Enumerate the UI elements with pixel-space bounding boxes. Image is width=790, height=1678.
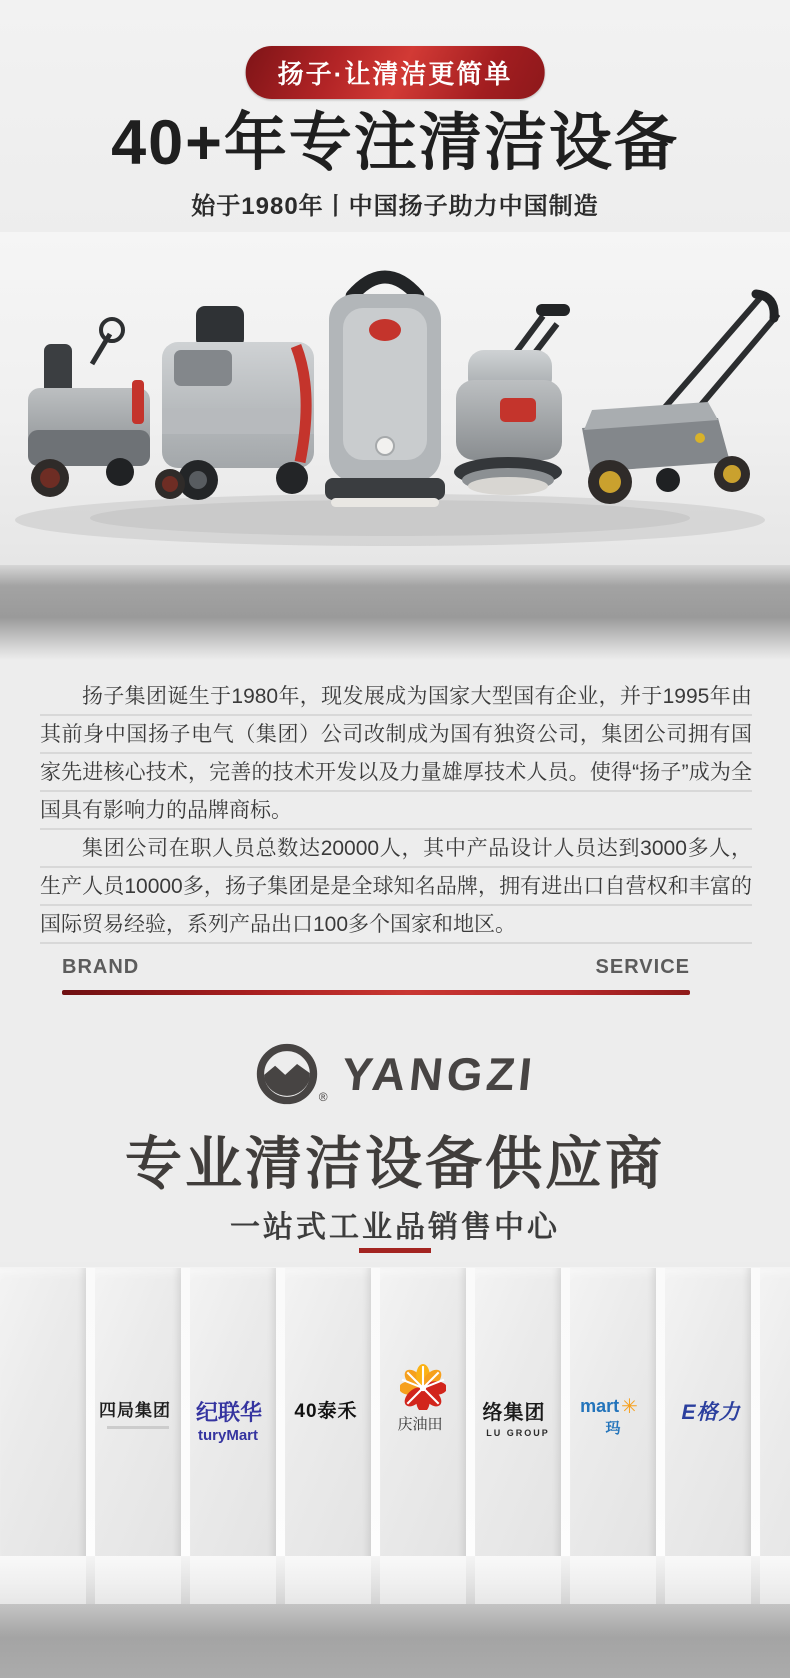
push-sweeper <box>582 294 778 504</box>
yangzi-logo <box>0 1042 790 1106</box>
partner-logo-text: 四局集团 <box>99 1401 171 1420</box>
partner-logo-text: 络集团 <box>482 1402 546 1424</box>
cleaning-machines-image <box>0 232 790 565</box>
partner-logo-text: 纪联华 <box>195 1400 262 1425</box>
partner-logo-text: 庆油田 <box>397 1416 443 1433</box>
partner-logo-subtext: turyMart <box>197 1427 258 1444</box>
floor <box>0 1556 790 1604</box>
partner-panel <box>285 1268 371 1562</box>
supplier-heading: 专业清洁设备供应商 <box>125 1132 665 1196</box>
walmart-logo-row <box>570 1396 656 1417</box>
yangzi-wave-icon <box>255 1042 319 1106</box>
partner-logo-text: E格力 <box>681 1401 741 1424</box>
partner-panel <box>665 1268 751 1562</box>
intro-paragraph-2: 集团公司在职人员总数达20000人，其中产品设计人员达到3000多人，生产人员10000多，扬子集团是是全球知名品牌，拥有进出口自营权和丰富的国际贸易经验，系列产品出口100多个国家和地区。 <box>40 837 752 936</box>
brand-service-row <box>62 956 690 979</box>
walk-behind-scrubber <box>454 304 570 495</box>
partner-panel <box>380 1268 466 1562</box>
partner-logo-subtext: 玛 <box>605 1420 621 1437</box>
partner-panel <box>95 1268 181 1562</box>
partner-logo-oilfield <box>380 1364 466 1434</box>
red-accent-bar <box>359 1248 431 1253</box>
logo-caption-bar <box>107 1426 169 1429</box>
partner-logo-text: 40泰禾 <box>294 1401 358 1422</box>
cnpc-flame-icon <box>400 1364 446 1410</box>
intro-paragraph-1: 扬子集团诞生于1980年，现发展成为国家大型国有企业，并于1995年由其前身中国扬子电气（集团）公司改制成为国有独资公司，集团公司拥有国家先进核心技术，完善的技术开发以及力量雄厚技术人员。使得“扬子”成为全国具有影响力的品牌商标。 <box>40 685 752 822</box>
partner-panel <box>760 1268 790 1562</box>
hero-title: 40+年专注清洁设备 <box>111 108 679 178</box>
company-intro <box>40 678 752 944</box>
partner-panel <box>570 1268 656 1562</box>
divider-band <box>0 565 790 660</box>
partner-logo-walmart <box>570 1396 656 1438</box>
ride-on-sweeper <box>28 319 150 497</box>
red-divider-line <box>62 990 690 995</box>
partner-logo-e-brand <box>665 1396 751 1426</box>
hero-subtitle: 始于1980年丨中国扬子助力中国制造 <box>191 193 599 220</box>
service-label: SERVICE <box>595 956 690 978</box>
partner-logo-text: mart <box>580 1396 620 1416</box>
product-showcase <box>0 232 790 565</box>
brand-label: BRAND <box>62 956 140 978</box>
partner-logo-subtext: LU GROUP <box>486 1428 550 1438</box>
partners-band <box>0 1262 790 1562</box>
supplier-subheading: 一站式工业品销售中心 <box>230 1211 560 1244</box>
yangzi-logo-text: YANGZI <box>338 1048 538 1100</box>
ride-on-scrubber <box>155 306 314 500</box>
registered-mark: ® <box>318 1090 328 1104</box>
partner-logo-lu-group <box>475 1396 561 1438</box>
partner-logo-sijuyuan-group <box>95 1396 181 1429</box>
walmart-spark-icon: ✳ <box>621 1395 638 1418</box>
partner-panel <box>190 1268 276 1562</box>
footer-band <box>0 1604 790 1678</box>
partner-logo-taihe <box>285 1396 371 1423</box>
partner-logo-century-mart <box>190 1396 276 1444</box>
partner-panel <box>0 1268 86 1562</box>
hero-badge-text: 扬子·让清洁更简单 <box>277 59 513 89</box>
partner-panel <box>475 1268 561 1562</box>
upright-scrubber <box>325 277 445 507</box>
